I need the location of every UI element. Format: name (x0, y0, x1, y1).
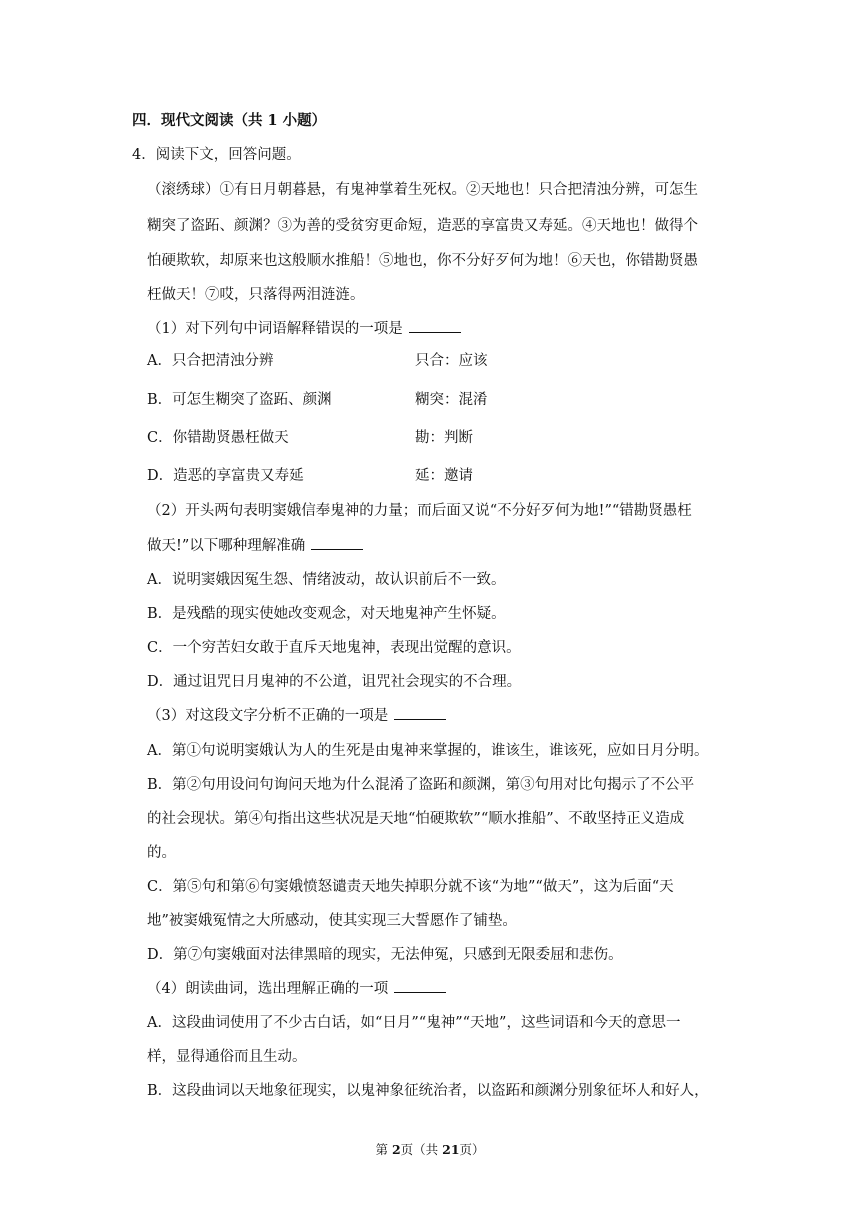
option-a: A．说明窦娥因冤生怨、情绪波动，故认识前后不一致。 (147, 572, 506, 588)
subquestion-4-prompt: （4）朗读曲词，选出理解正确的一项 (147, 979, 446, 999)
option-c-cont: 地”被窦娥冤情之大所感动，使其实现三大誓愿作了铺垫。 (147, 913, 517, 929)
answer-blank (394, 980, 446, 993)
option-b-cont: 的社会现状。第④句指出这些状况是天地“怕硬欺软”“顺水推船”、不敢坚持正义造成 (147, 811, 685, 827)
question-prompt: 4．阅读下文，回答问题。 (132, 147, 301, 163)
subquestion-2-prompt-cont: 做天!”以下哪种理解准确 (147, 536, 363, 556)
option-a: A．第①句说明窦娥认为人的生死是由鬼神来掌握的，谁该生，谁该死，应如日月分明。 (147, 743, 709, 759)
subquestion-3-prompt: （3）对这段文字分析不正确的一项是 (147, 706, 446, 726)
option-b-cont: 的。 (147, 845, 176, 861)
page-footer: 第 2页（共 21页） (375, 1142, 485, 1157)
option-a: A．这段曲词使用了不少古白话，如“日月”“鬼神”“天地”，这些词语和今天的意思一 (147, 1015, 681, 1031)
subquestion-2-prompt: （2）开头两句表明窦娥信奉鬼神的力量；而后面又说“不分好歹何为地!”“错勘贤愚枉 (147, 503, 692, 519)
passage-line: （滚绣球）①有日月朝暮悬，有鬼神掌着生死权。②天地也！只合把清浊分辨，可怎生 (147, 182, 698, 198)
option-c: C．第⑤句和第⑥句窦娥愤怒谴责天地失掉职分就不该“为地”“做天”，这为后面“天 (147, 879, 674, 895)
total-page-number: 21 (442, 1142, 460, 1157)
option-d: D．通过诅咒日月鬼神的不公道，诅咒社会现实的不合理。 (147, 674, 522, 690)
answer-blank (311, 537, 363, 550)
option-c: C．一个穷苦妇女敢于直斥天地鬼神，表现出觉醒的意识。 (147, 640, 521, 656)
option-d: D．造恶的享富贵又寿延 延：邀请 (147, 468, 473, 484)
current-page-number: 2 (391, 1142, 401, 1157)
passage-line: 糊突了盗跖、颜渊？③为善的受贫穷更命短，造恶的享富贵又寿延。④天地也！做得个 (147, 218, 698, 234)
option-b: B．是残酷的现实使她改变观念，对天地鬼神产生怀疑。 (147, 606, 506, 622)
option-b: B．第②句用设问句询问天地为什么混淆了盗跖和颜渊，第③句用对比句揭示了不公平 (147, 777, 695, 793)
section-title: 四．现代文阅读（共 1 小题） (132, 112, 327, 129)
option-a: A．只合把清浊分辨 只合：应该 (147, 353, 488, 369)
option-d: D．第⑦句窦娥面对法律黑暗的现实，无法伸冤，只感到无限委屈和悲伤。 (147, 947, 623, 963)
subquestion-1-prompt: （1）对下列句中词语解释错误的一项是 (147, 319, 461, 339)
passage-line: 怕硬欺软，却原来也这般顺水推船！⑤地也，你不分好歹何为地！⑥天也，你错勘贤愚 (147, 253, 698, 269)
passage-line: 枉做天！⑦哎，只落得两泪涟涟。 (147, 287, 365, 303)
answer-blank (409, 320, 461, 333)
answer-blank (394, 707, 446, 720)
option-a-cont: 样，显得通俗而且生动。 (147, 1049, 307, 1065)
option-b: B．这段曲词以天地象征现实，以鬼神象征统治者，以盗跖和颜渊分别象征坏人和好人， (147, 1083, 709, 1099)
option-c: C．你错勘贤愚枉做天 勘：判断 (147, 430, 473, 446)
option-b: B．可怎生糊突了盗跖、颜渊 糊突：混淆 (147, 392, 488, 408)
